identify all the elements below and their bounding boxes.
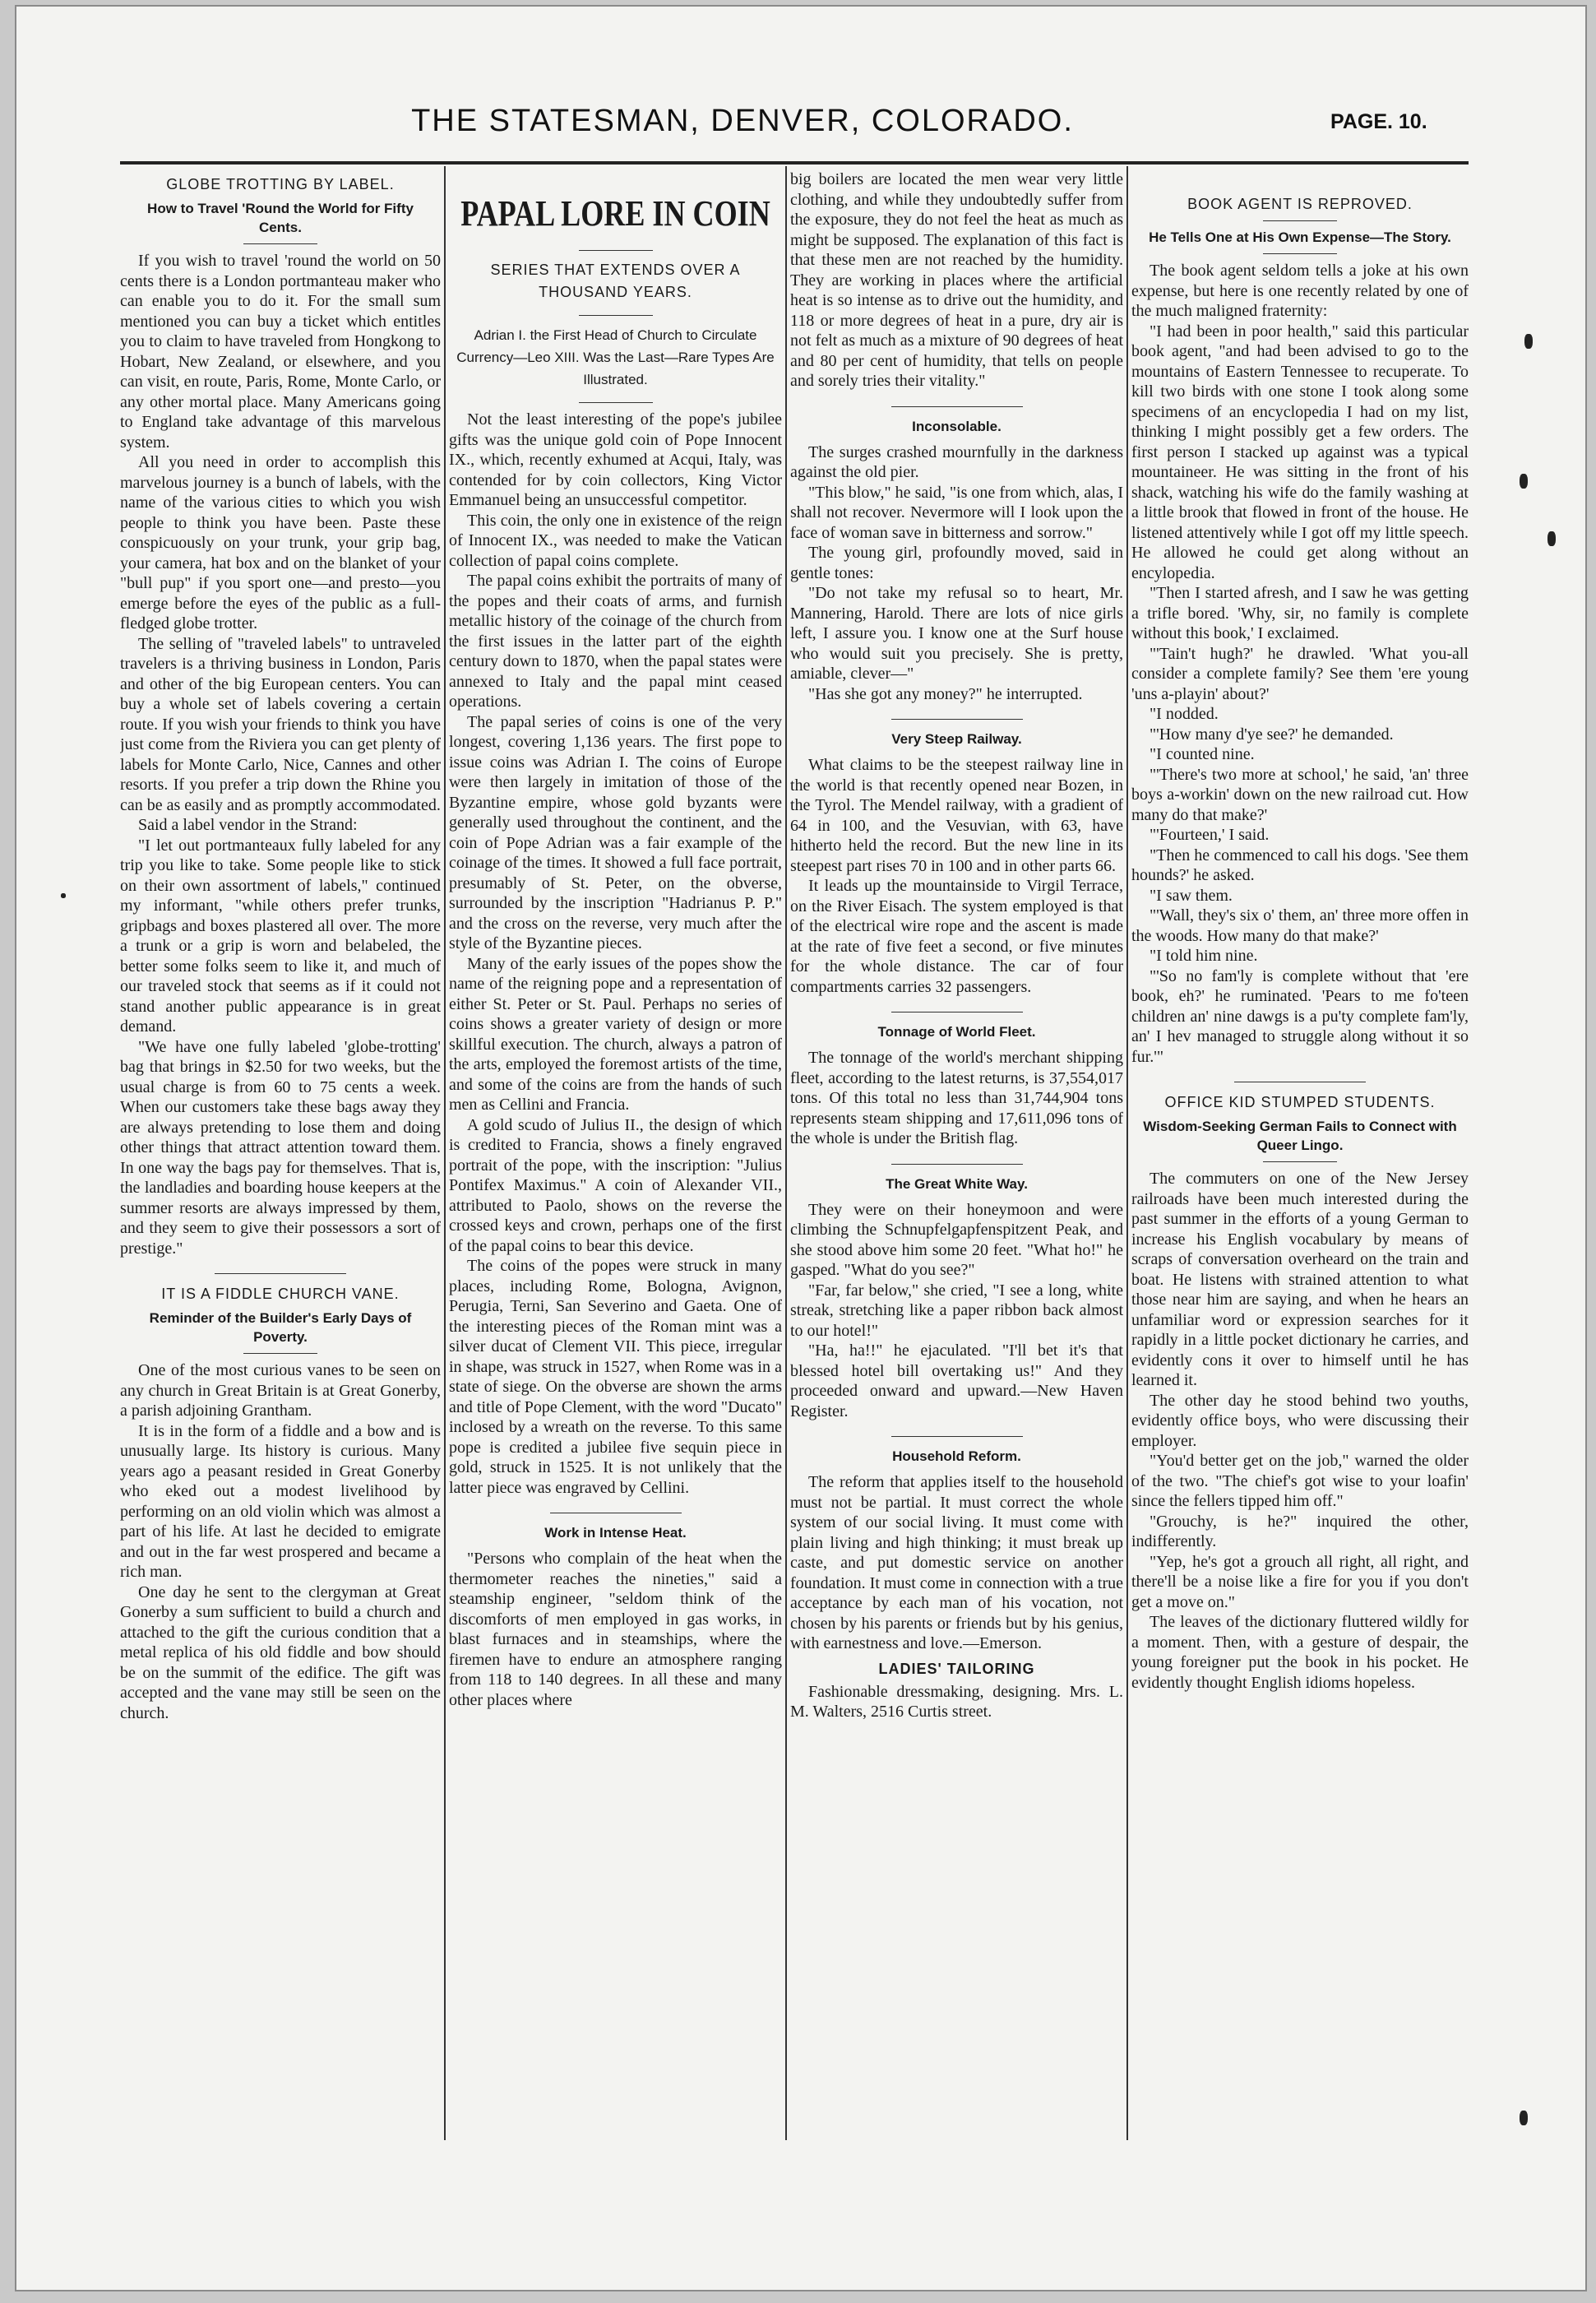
subhead-inconsolable: Inconsolable. [912,418,1002,434]
deck-papal-lore: SERIES THAT EXTENDS OVER A THOUSAND YEARS. [490,262,741,300]
subhead-office-kid: Wisdom-Seeking German Fails to Connect with Queer Lingo. [1143,1119,1457,1153]
divider [579,250,653,251]
paragraph: One of the most curious vanes to be seen on any church in Great Britain is at Great Gonerby, a parish adjoining Grantham. [120,1361,441,1420]
paragraph: The papal series of coins is one of the very longest, covering 1,136 years. The first pope to issue coins was Adrian I. The coins of Europe were then largely in imitation of those of the Byzantine empire, whose gold byzants were generally used throughout the continent, and the coin of Pope Adrian was a fair example of the coinage of the times. It showed a full face portrait, presumably of St. Peter, on the obverse, surrounded by the inscription "Hadrianus P. P." and the cross on the reverse, very much after the style of the Byzantine pieces. [449,712,782,952]
divider [215,1273,346,1274]
paragraph: The selling of "traveled labels" to untraveled travelers is a thriving business in London, Paris and other of the big European centers. You can buy a whole set of labels covering a certain route. If you wish your friends to think you have just come from the Riviera you can get plenty of labels for Monte Carlo, Nice, Cannes and other resorts. If you prefer a trip down the Rhine you can be as easily and as promptly accommodated. [120,634,441,814]
divider [891,1164,1023,1165]
column-divider [785,166,787,2140]
paragraph: If you wish to travel 'round the world on 50 cents there is a London portmanteau maker who can enable you to do it. For the small sum mentioned you can buy a ticket which entitles you to claim to have traveled from Hongkong to Hobart, New Zealand, or elsewhere, and you can visit, en route, Paris, Rome, Monte Carlo, or any other mortal place. Many Americans going to England take advantage of this marvelous system. [120,252,441,452]
newspaper-page [15,5,1587,2291]
page-number: PAGE. 10. [1330,110,1427,133]
paragraph: What claims to be the steepest railway line in the world is that recently opened near Bozen, in the Tyrol. The Mendel railway, with a gradient of 64 in 100, and the Vesuvian, with 63, have hitherto held the record. But the new line in its steepest part rises 70 in 100 and in other parts 66. [790,756,1123,875]
subhead-intense-heat: Work in Intense Heat. [544,1525,687,1541]
paragraph: "Far, far below," she cried, "I see a long, white streak, stretching like a paper ribbon back almost to our hotel!" [790,1281,1123,1340]
subhead-tonnage: Tonnage of World Fleet. [877,1024,1036,1040]
headline-office-kid: OFFICE KID STUMPED STUDENTS. [1164,1094,1436,1110]
divider [1263,253,1337,254]
paragraph: "'There's two more at school,' he said, 'an' three boys a-workin' down on the new railroad cut. How many do that make?' [1131,765,1469,824]
subhead-book-agent: He Tells One at His Own Expense—The Story. [1149,229,1451,245]
scan-speck [1524,334,1533,349]
scan-speck [1520,2111,1528,2125]
paragraph: "I nodded. [1150,705,1219,723]
subhead-globe-trotting: How to Travel 'Round the World for Fifty Cents. [147,201,414,235]
paragraph: The other day he stood behind two youths, evidently office boys, who were discussing their employer. [1131,1391,1469,1450]
paragraph: "This blow," he said, "is one from which, alas, I shall not recover. Nevermore will I look upon the face of woman save in bitterness and sorrow." [790,483,1123,542]
scan-speck [1520,474,1528,489]
paragraph: "I saw them. [1150,886,1233,905]
paragraph: The young girl, profoundly moved, said in gentle tones: [790,544,1123,582]
ad-heading: LADIES' TAILORING [878,1660,1035,1677]
paragraph: Many of the early issues of the popes show the name of the reigning pope and a representation of either St. Peter or St. Paul. Perhaps no series of coins shows a greater variety of design or more skillful execution. The church, always a patron of the arts, employed the foremost artists of the time, and some of the coins are from the hands of such men as Cellini and Francia. [449,954,782,1114]
subhead-steep-railway: Very Steep Railway. [891,731,1022,747]
divider [579,315,653,316]
masthead: THE STATESMAN, DENVER, COLORADO. [411,104,1074,138]
divider [891,1436,1023,1437]
subhead-great-white-way: The Great White Way. [886,1175,1028,1192]
paragraph: One day he sent to the clergyman at Great Gonerby a sum sufficient to build a church and attached to the gift the curious condition that a metal replica of his old fiddle and bow should be on the summit of the edifice. The gift was accepted and the vane may still be seen on the church. [120,1582,441,1722]
paragraph: "Persons who complain of the heat when the thermometer reaches the nineties," said a steamship engineer, "seldom think of the discomforts of men employed in gas works, in blast furnaces and in steamships, where the firemen have to endure an atmosphere ranging from 118 to 140 degrees. In all these and many other places where [449,1550,782,1709]
subhead-fiddle-vane: Reminder of the Builder's Early Days of Poverty. [149,1310,412,1345]
paragraph: It is in the form of a fiddle and a bow and is unusually large. Its history is curious. Many years ago a peasant resided in Great Gonerby who eked out a modest livelihood by performing on an old violin which was almost a part of his life. At last he decided to emigrate and out in the far west prospered and became a rich man. [120,1421,441,1581]
divider [243,243,317,244]
paragraph: The commuters on one of the New Jersey railroads have been much interested during the past summer in the efforts of a young German to increase his English vocabulary by means of scraps of conversation overheard on the train and boat. He listens with strained attention to what those near him are saying, and when he hears an unfamiliar word or expression searches for it rapidly in a little pocket dictionary he carries, and evidently cons it over to himself until he has learned it. [1131,1170,1469,1389]
ad-text: Fashionable dressmaking, designing. Mrs. L. M. Walters, 2516 Curtis street. [790,1682,1123,1721]
paragraph: The leaves of the dictionary fluttered wildly for a moment. Then, with a gesture of despair, the young foreigner put the book in his pocket. He evidently thought English idioms hopeless. [1131,1613,1469,1692]
paragraph: This coin, the only one in existence of the reign of Innocent IX., was needed to make the Vatican collection of papal coins complete. [449,511,782,570]
paragraph: "Grouchy, is he?" inquired the other, indifferently. [1131,1512,1469,1550]
paragraph: big boilers are located the men wear very little clothing, and while they undoubtedly suffer from the exposure, they do not feel the heat as much as might be supposed. The explanation of this fact is that these men are not reached by the humidity. They are working in places where the artificial heat is so intense as to drive out the humidity, and 118 or more degrees of heat in a pure, dry air is not felt as much as a mixture of 90 degrees of heat and 80 per cent of humidity, that tells on people and sorely tries their vitality." [790,170,1123,390]
paragraph: "'So no fam'ly is complete without that 'ere book, eh?' he ruminated. 'Pears to me fo'teen children an' nine dawgs is a pu'ty complete fam'ly, an' I hev managed to struggle along without it so fur.'" [1131,966,1469,1066]
divider [579,402,653,403]
divider [891,406,1023,407]
paragraph: It leads up the mountainside to Virgil Terrace, on the River Eisach. The system employed is that of the electrical wire rope and the ascent is made at the rate of five feet a second, or five minutes for the whole distance. The car of four compartments carries 32 passengers. [790,877,1123,996]
headline-papal-lore: PAPAL LORE IN COIN [460,193,770,234]
paragraph: "'Wall, they's six o' them, an' three more offen in the woods. How many do that make?' [1131,906,1469,945]
paragraph: "I let out portmanteaux fully labeled for any trip you like to take. Some people like to stick on their own assortment of labels," continued my informant, "while others prefer trunks, gripbags and boxes plastered all over. The more a trunk or a grip is worn and belabeled, the better some folks seem to like it, and much of our traveled stock that seems as if it could not stand another public appearance is in great demand. [120,836,441,1036]
paragraph: "I counted nine. [1150,745,1255,763]
divider [1263,220,1337,221]
paragraph: Not the least interesting of the pope's jubilee gifts was the unique gold coin of Pope Innocent IX., which, recently exhumed at Acqui, Italy, was contended for by coin collectors, King Victor Emmanuel being an unsuccessful competitor. [449,410,782,509]
paragraph: "Ha, ha!!" he ejaculated. "I'll bet it's that blessed hotel bill overtaking us!" And they proceeded onward and upward.—New Haven Register. [790,1341,1123,1420]
column-divider [444,166,446,2140]
headline-globe-trotting: GLOBE TROTTING BY LABEL. [166,176,395,192]
paragraph: "I had been in poor health," said this particular book agent, "and had been advised to go to the mountains of Eastern Tennessee to recuperate. To kill two birds with one stone I took along some specimens of an encyclopedia I had on my list, thinking I might possibly get a few orders. The first person I stacked up against was a typical mountaineer. He was sitting in the front of his shack, watching his wife do the family washing at a little brook that flowed in front of the house. He listened attentively while I got off my little speech. He allowed he could get along without an encylopedia. [1131,322,1469,582]
paragraph: The surges crashed mournfully in the darkness against the old pier. [790,443,1123,481]
scan-speck [61,893,66,898]
paragraph: All you need in order to accomplish this marvelous journey is a bunch of labels, with the name of the various cities to which you wish people to think you have been. Paste these conspicuously on your trunk, your grip bag, your camera, hat box and on the blanket of your "bull pup" if you sport one—and presto—you emerge before the eyes of the public as a full-fledged globe trotter. [120,453,441,633]
paragraph: "I told him nine. [1150,947,1258,965]
scan-speck [1547,531,1556,546]
paragraph: "We have one fully labeled 'globe-trotting' bag that brings in $2.50 for two weeks, but the usual charge is from 60 to 75 cents a week. When our customers take these bags away they are always pretending to lose them and doing other things that attract attention toward them. In one way the bags pay for themselves. That is, the landladies and boarding house keepers at the summer resorts are always impressed by them, and they seem to give their possessors a sort of prestige." [120,1037,441,1258]
paragraph: "'Fourteen,' I said. [1150,826,1270,844]
paragraph: They were on their honeymoon and were climbing the Schnupfelgapfenspitzent Peak, and she stood above him some 20 feet. "What ho!" he gasped. "What do you see?" [790,1200,1123,1279]
paragraph: The papal coins exhibit the portraits of many of the popes and their coats of arms, and furnish metallic history of the coinage of the church from the first issues in the latter part of the eighth century down to 1870, when the papal states were annexed to Italy and the papal mint ceased operations. [449,572,782,711]
masthead-rule [120,161,1469,164]
paragraph: "'How many d'ye see?' he demanded. [1150,725,1394,744]
paragraph: "Has she got any money?" he interrupted. [808,684,1083,703]
paragraph: "Yep, he's got a grouch all right, all right, and there'll be a noise like a fire for you if you don't get a move on." [1131,1552,1469,1611]
headline-fiddle-vane: IT IS A FIDDLE CHURCH VANE. [161,1286,400,1302]
column-1 [120,169,441,2143]
paragraph: A gold scudo of Julius II., the design of which is credited to Francia, shows a finely engraved portrait of the pope, with the inscription: "Julius Pontifex Maximus." A coin of Alexander VII., attributed to Paolo, shows on the reverse the crossed keys and crown, perhaps one of the first of the papal coins to bear this device. [449,1115,782,1255]
paragraph: The coins of the popes were struck in many places, including Rome, Bologna, Avignon, Perugia, Terni, San Severino and Gaeta. One of the interesting pieces of the Roman mint was a silver ducat of Clement VII. This piece, irregular in shape, was struck in 1527, when Rome was in a state of siege. On the obverse are shown the arms and title of Pope Clement, with the word "Ducato" inclosed by a wreath on the reverse. To this same pope is credited a jubilee five sequin piece in gold, struck in 1525. It is not unlikely that the latter piece was engraved by Cellini. [449,1257,782,1497]
column-divider [1126,166,1128,2140]
divider [891,719,1023,720]
column-4 [1131,169,1469,2143]
headline-book-agent: BOOK AGENT IS REPROVED. [1187,196,1413,212]
subhead-household-reform: Household Reform. [892,1448,1021,1464]
paragraph: "Do not take my refusal so to heart, Mr. Mannering, Harold. There are lots of nice girls left, I assure you. I know one at the Surf house who would suit you precisely. She is pretty, amiable, clever—" [790,584,1123,683]
column-3 [790,169,1123,2143]
divider [1263,1161,1337,1162]
paragraph: "'Tain't hugh?' he drawled. 'What you-all consider a complete family? See them 'ere young 'uns a-playin' about?' [1131,644,1469,703]
column-2 [449,169,782,2143]
divider [243,1353,317,1354]
paragraph: The tonnage of the world's merchant shipping fleet, according to the latest returns, is 37,554,017 tons. Of this total no less than 31,744,904 tons represents steam shipping and 17,611,096 tons of the whole is under the British flag. [790,1049,1123,1147]
paragraph: Said a label vendor in the Strand: [138,816,358,834]
deck-papal-lore-2: Adrian I. the First Head of Church to Circulate Currency—Leo XIII. Was the Last—Rare Types Are Illustrated. [456,327,775,387]
paragraph: "Then I started afresh, and I saw he was getting a trifle bored. 'Why, sir, no family is complete without this book,' I exclaimed. [1131,584,1469,642]
paragraph: The book agent seldom tells a joke at his own expense, but here is one recently related by one of the much maligned fraternity: [1131,262,1469,320]
paragraph: "You'd better get on the job," warned the older of the two. "The chief's got wise to your loafin' since the fellers tipped him off." [1131,1452,1469,1510]
paragraph: "Then he commenced to call his dogs. 'See them hounds?' he asked. [1131,846,1469,884]
paragraph: The reform that applies itself to the household must not be partial. It must correct the whole system of our social living. It must come with plain living and high thinking; it must break up caste, and put domestic service on another foundation. It must come in connection with a true acceptance by each man of his vocation, not chosen by his parents or friends but by his genius, with earnestness and love.—Emerson. [790,1473,1123,1652]
